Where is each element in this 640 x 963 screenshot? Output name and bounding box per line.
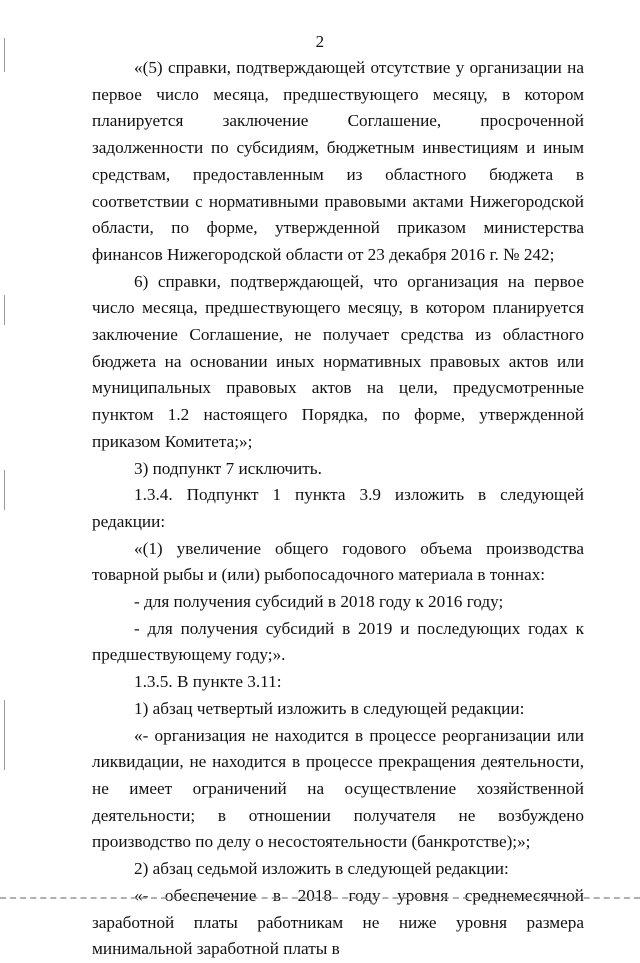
paragraph-organization: «- организация не находится в процессе реорганизации или ликвидации, не находится в процессе прекращения деятельности, не имеет ограничений на осуществление хозяйственной деятельности; в отношении получателя не возбуждено производство по делу о несостоятельности (банкротстве);»; [92,725,584,852]
paragraph-quote-1: «(1) увеличение общего годового объема производства товарной рыбы и (или) рыбопосадочного материала в тоннах: [92,538,584,585]
scan-edge-mark [4,295,5,325]
paragraph-salary: «- обеспечение в 2018 году уровня среднемесячной заработной платы работникам не ниже уровня размера минимальной заработной платы в [92,885,584,959]
paragraph-item-6: 6) справки, подтверждающей, что организация на первое число месяца, предшествующего месяцу, в котором планируется заключение Соглашение, не получает средства из областного бюджета на основании иных нормативных правовых актов или муниципальных правовых актов на цели, предусмотренные пунктом 1.2 настоящего Порядка, по форме, утвержденной приказом Комитета;»; [92,271,584,451]
paragraph-abzac-4: 1) абзац четвертый изложить в следующей редакции: [134,698,525,718]
paragraph-item-5: «(5) справки, подтверждающей отсутствие у организации на первое число месяца, предшествующего месяцу, в котором планируется заключение Соглашение, просроченной задолженности по субсидиям, бюджетным инвестициям и иным средствам, предоставленным из областного бюджета в соответствии с нормативными правовыми актами Нижегородской области, по форме, утвержденной приказом министерства финансов Нижегородской области от 23 декабря 2016 г. № 242; [92,58,584,264]
paragraph-dash-2019: - для получения субсидий в 2019 и последующих годах к предшествующему году;». [92,618,584,665]
paragraph-subitem-3: 3) подпункт 7 исключить. [134,458,322,478]
paragraph-abzac-7: 2) абзац седьмой изложить в следующей редакции: [134,859,509,879]
paragraph-dash-2018: - для получения субсидий в 2018 году к 2016 году; [134,592,504,612]
document-body [92,55,584,963]
scan-edge-mark [4,700,5,770]
paragraph-1-3-4: 1.3.4. Подпункт 1 пункта 3.9 изложить в следующей редакции: [92,485,584,531]
paragraph-1-3-5: 1.3.5. В пункте 3.11: [134,672,282,692]
scan-edge-mark [4,470,5,510]
page-number: 2 [315,32,325,51]
scan-bottom-edge [0,897,640,901]
